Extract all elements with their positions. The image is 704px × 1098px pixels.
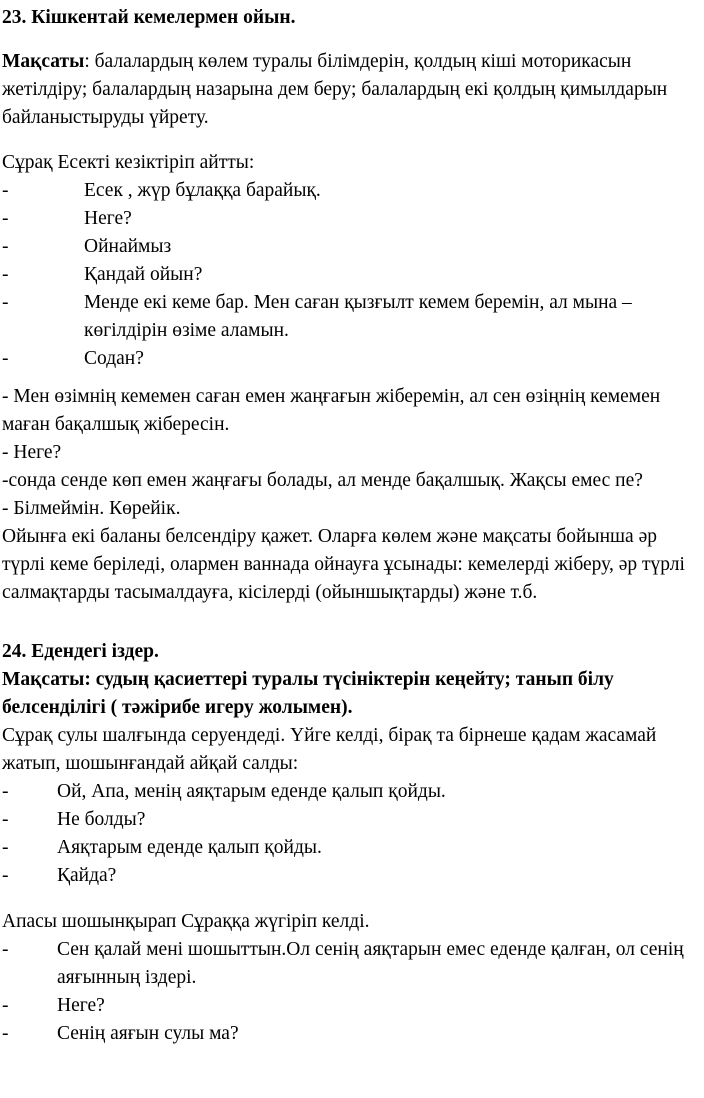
list-item-text: Қайда?: [57, 865, 117, 886]
list-item: [2, 806, 702, 834]
dash-marker: -: [2, 292, 9, 313]
dash-marker: -: [2, 939, 9, 960]
list-item: [2, 992, 702, 1020]
list-item-text: Сен қалай мені шошыттын.Ол сенің аяқтарын емес еденде қалған, ол сенің аяғынның іздері.: [57, 939, 684, 988]
section-23-intro: Сұрақ Есекті кезіктіріп айтты:: [2, 152, 255, 173]
list-item: [2, 205, 702, 233]
list-item: [2, 233, 702, 261]
game-description: Ойынға екі баланы белсендіру қажет. Оларға көлем және мақсаты бойынша әр түрлі кеме беріледі, олармен ваннада ойнауға ұсынады: кемелерді жіберу, әр түрлі салмақтарды тасымалдауға, кісілерді (ойыншықтарды) және т.б.: [2, 526, 685, 603]
dialogue-line: - Мен өзімнің кемемен саған емен жаңғағын жіберемін, ал сен өзіңнің кемемен маған бақалшық жібересін.: [2, 386, 661, 435]
section-24-middle: Апасы шошынқырап Сұраққа жүгіріп келді.: [2, 911, 370, 932]
dash-marker: -: [2, 236, 9, 257]
section-23-title: 23. Кішкентай кемелермен ойын.: [2, 7, 296, 28]
list-item-text: Неге?: [57, 995, 105, 1016]
dialogue-line: - Неге?: [2, 442, 62, 463]
dash-marker: -: [2, 837, 9, 858]
section-24-intro: Сұрақ сулы шалғында серуендеді. Үйге келді, бірақ та бірнеше қадам жасамай жатып, шошынғандай айқай салды:: [2, 725, 657, 774]
list-item: [2, 289, 702, 345]
section-23-goal: [2, 48, 702, 132]
dash-marker: -: [2, 1023, 9, 1044]
dash-marker: -: [2, 809, 9, 830]
list-item: [2, 177, 702, 205]
list-item: [2, 778, 702, 806]
list-item: [2, 834, 702, 862]
list-item-text: Менде екі кеме бар. Мен саған қызғылт кемем беремін, ал мына – көгілдірін өзіме аламын.: [84, 292, 632, 341]
dash-marker: -: [2, 208, 9, 229]
list-item-text: Не болды?: [57, 809, 146, 830]
dash-marker: -: [2, 264, 9, 285]
list-item: [2, 345, 702, 373]
list-item-text: Ойнаймыз: [84, 236, 172, 257]
list-item-text: Неге?: [84, 208, 132, 229]
list-item-text: Аяқтарым еденде қалып қойды.: [57, 837, 322, 858]
section-24-dialogue-1: [2, 778, 702, 890]
list-item: [2, 1020, 702, 1048]
section-23-continuation: [2, 383, 702, 607]
list-item-text: Сенің аяғын сулы ма?: [57, 1023, 239, 1044]
dash-marker: -: [2, 995, 9, 1016]
list-item: [2, 261, 702, 289]
list-item: [2, 936, 702, 992]
section-24-dialogue-2: [2, 936, 702, 1048]
section-24-title: 24. Едендегі іздер.: [2, 641, 159, 662]
section-23-dialogue: [2, 177, 702, 373]
list-item-text: Содан?: [84, 348, 144, 369]
section-24-goal: Мақсаты: судың қасиеттері туралы түсініктерін кеңейту; танып білу белсенділігі ( тәжірибе игеру жолымен).: [2, 669, 614, 718]
goal-text: : балалардың көлем туралы білімдерін, қолдың кіші моторикасын жетілдіру; балалардың назарына дем беру; балалардың екі қолдың қимылдарын байланыстыруды үйрету.: [2, 51, 668, 128]
dialogue-line: - Білмеймін. Көрейік.: [2, 498, 181, 519]
dash-marker: -: [2, 348, 9, 369]
list-item-text: Ой, Апа, менің аяқтарым еденде қалып қойды.: [57, 781, 446, 802]
dash-marker: -: [2, 865, 9, 886]
dialogue-line: -сонда сенде көп емен жаңғағы болады, ал менде бақалшық. Жақсы емес пе?: [2, 470, 643, 491]
dash-marker: -: [2, 180, 9, 201]
list-item-text: Қандай ойын?: [84, 264, 203, 285]
list-item: [2, 862, 702, 890]
dash-marker: -: [2, 781, 9, 802]
goal-label: Мақсаты: [2, 51, 85, 72]
list-item-text: Есек , жүр бұлаққа барайық.: [84, 180, 321, 201]
